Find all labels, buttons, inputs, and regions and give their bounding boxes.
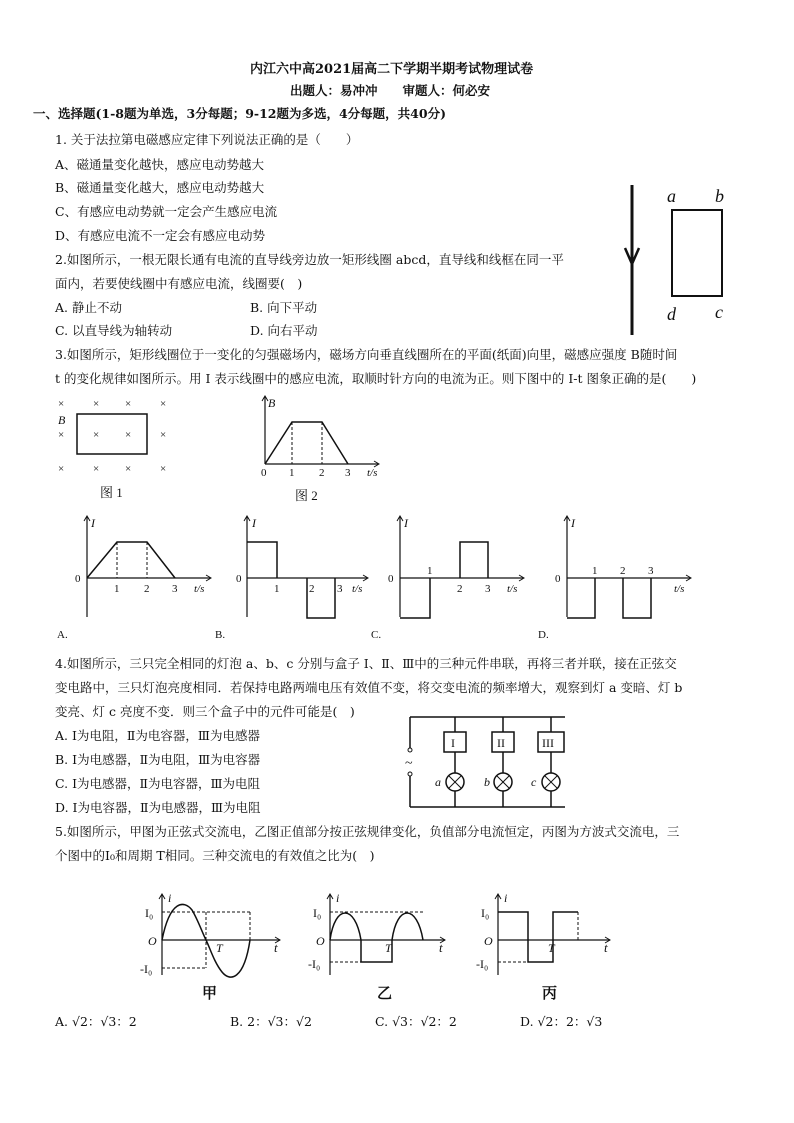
svg-text:I: I: [451, 736, 455, 750]
svg-text:2: 2: [620, 565, 626, 577]
svg-text:×: ×: [125, 463, 132, 475]
svg-text:t/s: t/s: [194, 583, 205, 595]
svg-text:0: 0: [75, 573, 81, 585]
option-letter-d: D.: [538, 629, 549, 641]
label-a: a: [667, 186, 676, 206]
svg-text:×: ×: [125, 429, 132, 441]
field-label-b: B: [58, 413, 66, 427]
fig1-caption: 图 1: [100, 485, 123, 500]
q5-option-b: B. 2：√3：√2: [230, 1014, 312, 1029]
svg-text:i: i: [336, 891, 340, 905]
svg-text:O: O: [484, 934, 493, 948]
ac-source-icon: ~: [405, 756, 413, 771]
q3-option-b-graph[interactable]: [212, 512, 372, 642]
q2-wire-coil-figure: [615, 180, 745, 340]
lamp-c-icon: [542, 773, 560, 791]
svg-text:T: T: [216, 941, 223, 955]
q5-stem-line1: 5.如图所示，甲图为正弦式交流电，乙图正值部分按正弦规律变化，负值部分电流恒定，丙图为方波式交流电，三: [55, 824, 680, 839]
svg-text:i: i: [504, 891, 508, 905]
svg-text:T: T: [548, 941, 555, 955]
q3-option-c-graph[interactable]: [368, 512, 528, 642]
svg-text:I: I: [91, 516, 95, 530]
svg-text:a: a: [435, 775, 441, 789]
svg-text:×: ×: [93, 398, 100, 410]
q4-stem-line3: 变亮、灯 c 亮度不变．则三个盒子中的元件可能是( ): [55, 704, 355, 719]
svg-text:I: I: [404, 516, 408, 530]
svg-text:1: 1: [289, 467, 295, 479]
label-d: d: [667, 304, 676, 324]
svg-text:t/s: t/s: [507, 583, 518, 595]
svg-text:II: II: [497, 736, 505, 750]
svg-text:×: ×: [160, 429, 167, 441]
svg-text:3: 3: [172, 583, 178, 595]
q3-stem-line2: t 的变化规律如图所示。用 I 表示线圈中的感应电流，取顺时针方向的电流为正。则下图中的 I-t 图象正确的是( ): [55, 371, 697, 386]
box-i: [444, 732, 466, 752]
svg-text:T: T: [385, 941, 392, 955]
q4-circuit-figure: [400, 712, 575, 812]
q4-option-c: C. Ⅰ为电感器，Ⅱ为电容器，Ⅲ为电阻: [55, 776, 261, 791]
q1-option-b: B、磁通量变化越大，感应电动势越大: [55, 180, 265, 195]
q5-graph-yi: [305, 890, 455, 1005]
option-letter-c: C.: [371, 629, 382, 641]
label-c: c: [715, 302, 723, 322]
q1-option-d: D、有感应电流不一定会有感应电动势: [55, 228, 266, 243]
svg-text:t: t: [604, 940, 608, 955]
svg-text:1: 1: [274, 583, 280, 595]
q2-stem-line2: 面内，若要使线圈中有感应电流，线圈要( ): [55, 276, 303, 291]
q1-option-c: C、有感应电动势就一定会产生感应电流: [55, 204, 278, 219]
svg-text:3: 3: [345, 467, 351, 479]
svg-text:-I₀: -I₀: [308, 957, 321, 971]
q3-stem-line1: 3.如图所示，矩形线圈位于一变化的匀强磁场内，磁场方向垂直线圈所在的平面(纸面)向里，磁感应强度 B随时间: [55, 347, 678, 362]
q4-stem-line1: 4.如图所示，三只完全相同的灯泡 a、b、c 分别与盒子 Ⅰ、Ⅱ、Ⅲ中的三种元件串联，再将三者并联，接在正弦交: [55, 656, 677, 671]
svg-text:t: t: [439, 940, 443, 955]
svg-text:2: 2: [457, 583, 463, 595]
svg-text:2: 2: [319, 467, 325, 479]
q1-stem: 1. 关于法拉第电磁感应定律下列说法正确的是（ ）: [55, 132, 359, 147]
caption-bing: 丙: [542, 986, 558, 1002]
fig2-caption: 图 2: [295, 488, 318, 503]
q4-option-d: D. Ⅰ为电容器，Ⅱ为电感器，Ⅲ为电阻: [55, 800, 261, 815]
section-heading: 一、选择题(1-8题为单选，3分每题；9-12题为多选，4分每题，共40分): [33, 106, 446, 121]
svg-text:-I₀: -I₀: [140, 962, 153, 976]
q3-option-a-graph[interactable]: [55, 512, 215, 642]
svg-text:I: I: [252, 516, 256, 530]
terminal-top: [408, 748, 412, 752]
svg-text:×: ×: [58, 463, 65, 475]
svg-text:0: 0: [261, 467, 267, 479]
svg-text:B: B: [268, 396, 276, 410]
b-t-curve: [265, 422, 348, 464]
svg-text:I: I: [571, 516, 575, 530]
svg-text:O: O: [316, 934, 325, 948]
svg-text:c: c: [531, 775, 537, 789]
svg-text:t: t: [274, 940, 278, 955]
svg-text:×: ×: [58, 429, 65, 441]
caption-jia: 甲: [202, 986, 218, 1002]
coil-rect: [77, 414, 147, 454]
q5-stem-line2: 个图中的I₀和周期 T相同。三种交流电的有效值之比为( ): [55, 848, 375, 863]
q3-figure-1: [55, 392, 185, 502]
option-letter-b: B.: [215, 629, 226, 641]
svg-text:1: 1: [114, 583, 120, 595]
svg-text:×: ×: [93, 463, 100, 475]
q2-option-c: C. 以直导线为轴转动: [55, 323, 173, 338]
option-letter-a: A.: [57, 629, 68, 641]
svg-text:×: ×: [160, 398, 167, 410]
svg-text:0: 0: [555, 573, 561, 585]
svg-text:-I₀: -I₀: [476, 957, 489, 971]
q3-figure-2: [250, 392, 390, 504]
page-title: 内江六中高2021届高二下学期半期考试物理试卷: [250, 62, 534, 77]
q2-option-a: A. 静止不动: [55, 300, 122, 315]
svg-text:O: O: [148, 934, 157, 948]
svg-text:2: 2: [144, 583, 150, 595]
svg-text:×: ×: [125, 398, 132, 410]
svg-text:I₀: I₀: [145, 906, 154, 920]
q5-option-d: D. √2：2：√3: [520, 1014, 603, 1029]
svg-text:3: 3: [648, 565, 654, 577]
svg-text:i: i: [168, 891, 172, 905]
svg-text:3: 3: [337, 583, 343, 595]
rectangular-coil: [672, 210, 722, 296]
label-b: b: [715, 186, 724, 206]
svg-text:×: ×: [93, 429, 100, 441]
field-marks: [58, 398, 166, 475]
svg-text:0: 0: [388, 573, 394, 585]
svg-text:1: 1: [592, 565, 598, 577]
q1-option-a: A、磁通量变化越快，感应电动势越大: [55, 157, 265, 172]
lamp-a-icon: [446, 773, 464, 791]
q5-option-c: C. √3：√2：2: [375, 1014, 457, 1029]
q5-option-a: A. √2：√3：2: [55, 1014, 137, 1029]
svg-text:I₀: I₀: [313, 906, 322, 920]
svg-text:t/s: t/s: [352, 583, 363, 595]
svg-text:0: 0: [236, 573, 242, 585]
svg-text:1: 1: [427, 565, 433, 577]
authors-line: 出题人：易冲冲 审题人：何必安: [290, 83, 491, 98]
q2-stem-line1: 2.如图所示，一根无限长通有电流的直导线旁边放一矩形线圈 abcd，直导线和线框在同一平: [55, 252, 564, 267]
svg-text:t/s: t/s: [367, 467, 378, 479]
q3-option-d-graph[interactable]: [535, 512, 695, 642]
q2-option-d: D. 向右平动: [250, 323, 318, 338]
lamp-b-icon: [494, 773, 512, 791]
svg-text:b: b: [484, 775, 490, 789]
svg-text:×: ×: [58, 398, 65, 410]
svg-text:2: 2: [309, 583, 315, 595]
svg-text:3: 3: [485, 583, 491, 595]
q2-option-b: B. 向下平动: [250, 300, 318, 315]
terminal-bottom: [408, 772, 412, 776]
svg-text:I₀: I₀: [481, 906, 490, 920]
q4-option-b: B. Ⅰ为电感器，Ⅱ为电阻，Ⅲ为电容器: [55, 752, 261, 767]
svg-text:t/s: t/s: [674, 583, 685, 595]
q4-option-a: A. Ⅰ为电阻，Ⅱ为电容器，Ⅲ为电感器: [55, 728, 260, 743]
q4-stem-line2: 变电路中，三只灯泡亮度相同．若保持电路两端电压有效值不变，将交变电流的频率增大，观察到灯 a 变暗、灯 b: [55, 680, 683, 695]
q5-graph-jia: [140, 890, 290, 1005]
svg-text:×: ×: [160, 463, 167, 475]
svg-text:III: III: [542, 736, 554, 750]
caption-yi: 乙: [377, 986, 393, 1002]
q5-graph-bing: [470, 890, 620, 1005]
